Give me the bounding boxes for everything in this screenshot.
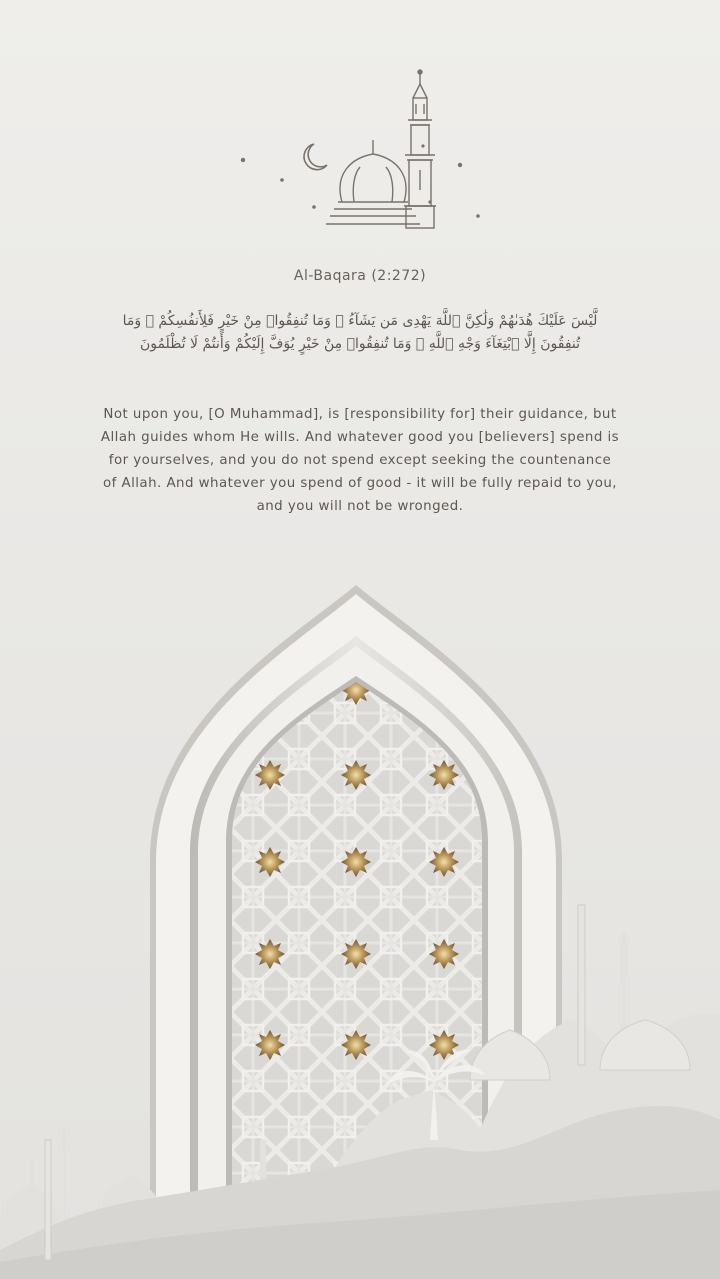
islamic-arch-pattern-icon [0, 570, 720, 1279]
star-icon [241, 144, 480, 217]
arabic-verse-text: لَّيْسَ عَلَيْكَ هُدَىٰهُمْ وَلَٰكِنَّ ٱللَّهَ يَهْدِى مَن يَشَآءُ ۗ وَمَا تُنفِقُوا۟ مِنْ خَيْرٍ فَلِأَنفُسِكُمْ ۚ وَمَا تُنفِقُونَ إِلَّا ٱبْتِغَآءَ وَجْهِ ٱللَّهِ ۚ وَمَا تُنفِقُوا۟ مِنْ خَيْرٍ يُوَفَّ إِلَيْكُمْ وَأَنتُمْ لَا تُظْلَمُونَ [122, 313, 598, 352]
verse-translation: Not upon you, [O Muhammad], is [responsibility for] their guidance, but Allah guides whom He wills. And whatever good you [believers] spend is for yourselves, and you do not spend except seeking the countenance of Allah. And whatever you spend of good - it will be fully repaid to you, and you will not be wronged. [100, 407, 620, 514]
minaret-icon [404, 70, 436, 228]
crescent-moon-icon [304, 144, 327, 170]
verse-reference: Al-Baqara (2:272) [293, 268, 427, 284]
mosque-emblem [230, 62, 490, 242]
